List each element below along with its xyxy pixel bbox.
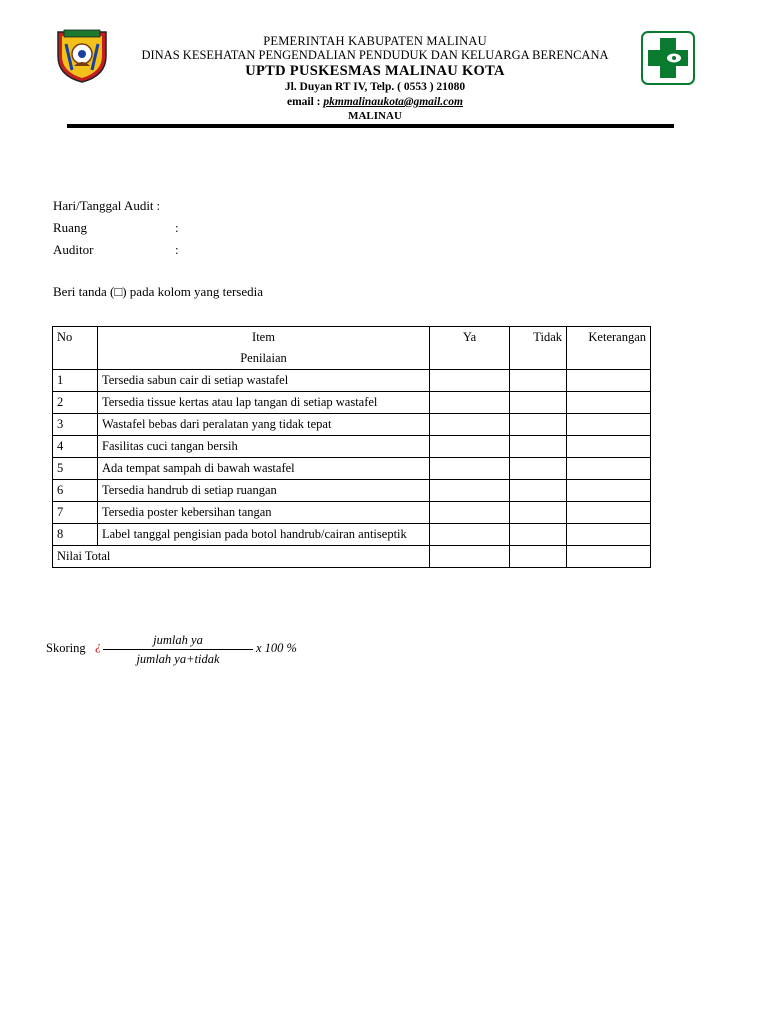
- header-item-line1: Item: [252, 330, 275, 344]
- ya-cell[interactable]: [430, 480, 510, 502]
- audit-date-field: [53, 197, 160, 219]
- header-keterangan: Keterangan: [567, 327, 651, 370]
- tidak-cell[interactable]: [510, 502, 567, 524]
- header-ya: Ya: [430, 327, 510, 370]
- row-no: 4: [53, 436, 98, 458]
- header-item-line2: Penilaian: [240, 351, 287, 365]
- table-row: [53, 502, 651, 524]
- row-no: 3: [53, 414, 98, 436]
- auditor-field: [53, 241, 179, 263]
- multiplier: x 100 %: [256, 641, 297, 655]
- row-no: 2: [53, 392, 98, 414]
- ya-cell[interactable]: [430, 502, 510, 524]
- tidak-cell[interactable]: [510, 414, 567, 436]
- fraction-numerator: jumlah ya: [153, 633, 203, 647]
- keterangan-cell[interactable]: [567, 392, 651, 414]
- tidak-cell[interactable]: [510, 436, 567, 458]
- row-item: Wastafel bebas dari peralatan yang tidak tepat: [98, 414, 430, 436]
- tidak-cell[interactable]: [510, 392, 567, 414]
- total-row: [53, 546, 651, 568]
- tidak-cell[interactable]: [510, 370, 567, 392]
- email-label: email :: [286, 96, 324, 108]
- tidak-cell[interactable]: [510, 524, 567, 546]
- ya-cell[interactable]: [430, 414, 510, 436]
- table-row: [53, 480, 651, 502]
- table-header-row: [53, 327, 651, 370]
- keterangan-cell[interactable]: [567, 458, 651, 480]
- table-row: [53, 524, 651, 546]
- puskesmas-logo: [640, 30, 696, 86]
- row-no: 8: [53, 524, 98, 546]
- tidak-cell[interactable]: [510, 458, 567, 480]
- city-name: MALINAU: [348, 110, 402, 122]
- fraction-denominator: jumlah ya+tidak: [136, 652, 220, 666]
- keterangan-cell[interactable]: [567, 436, 651, 458]
- audit-fields: [53, 197, 179, 263]
- header-item: [98, 327, 430, 370]
- auditor-colon: :: [175, 242, 179, 257]
- row-item: Tersedia poster kebersihan tangan: [98, 502, 430, 524]
- ya-cell[interactable]: [430, 436, 510, 458]
- ya-cell[interactable]: [430, 458, 510, 480]
- audit-date-label: Hari/Tanggal Audit: [53, 198, 154, 213]
- row-no: 5: [53, 458, 98, 480]
- total-keterangan-cell[interactable]: [567, 546, 651, 568]
- total-label: Nilai Total: [53, 546, 430, 568]
- ya-cell[interactable]: [430, 370, 510, 392]
- row-item: Tersedia handrub di setiap ruangan: [98, 480, 430, 502]
- row-item: Fasilitas cuci tangan bersih: [98, 436, 430, 458]
- row-no: 1: [53, 370, 98, 392]
- letterhead-divider: [67, 124, 674, 128]
- keterangan-cell[interactable]: [567, 414, 651, 436]
- table-row: [53, 370, 651, 392]
- email-line: [110, 95, 640, 110]
- scoring-label: Skoring: [46, 641, 86, 655]
- fraction-bar: [103, 649, 253, 650]
- table-row: [53, 392, 651, 414]
- tidak-cell[interactable]: [510, 480, 567, 502]
- keterangan-cell[interactable]: [567, 502, 651, 524]
- row-item: Tersedia tissue kertas atau lap tangan di setiap wastafel: [98, 392, 430, 414]
- room-label: Ruang: [53, 220, 87, 235]
- room-field: [53, 219, 179, 241]
- table-row: [53, 436, 651, 458]
- total-ya-cell[interactable]: [430, 546, 510, 568]
- table-row: [53, 458, 651, 480]
- row-item: Tersedia sabun cair di setiap wastafel: [98, 370, 430, 392]
- regency-crest-logo: [52, 26, 112, 84]
- institution-name: UPTD PUSKESMAS MALINAU KOTA: [245, 63, 505, 79]
- room-colon: :: [175, 220, 179, 235]
- header-no: No: [53, 327, 98, 370]
- keterangan-cell[interactable]: [567, 480, 651, 502]
- keterangan-cell[interactable]: [567, 524, 651, 546]
- audit-checklist-table: [52, 326, 651, 568]
- row-no: 7: [53, 502, 98, 524]
- address-line: Jl. Duyan RT IV, Telp. ( 0553 ) 21080: [284, 81, 466, 93]
- auditor-label: Auditor: [53, 242, 94, 257]
- equals-symbol: ¿: [95, 639, 102, 653]
- fraction: [103, 633, 253, 667]
- government-name: PEMERINTAH KABUPATEN MALINAU: [263, 34, 487, 48]
- keterangan-cell[interactable]: [567, 370, 651, 392]
- table-row: [53, 414, 651, 436]
- row-item: Ada tempat sampah di bawah wastafel: [98, 458, 430, 480]
- header-tidak: Tidak: [510, 327, 567, 370]
- row-no: 6: [53, 480, 98, 502]
- ya-cell[interactable]: [430, 524, 510, 546]
- ya-cell[interactable]: [430, 392, 510, 414]
- instruction-text: Beri tanda (□) pada kolom yang tersedia: [53, 284, 263, 299]
- row-item: Label tanggal pengisian pada botol handrub/cairan antiseptik: [98, 524, 430, 546]
- letterhead: [110, 34, 640, 123]
- audit-date-colon: :: [156, 198, 161, 213]
- department-name: DINAS KESEHATAN PENGENDALIAN PENDUDUK DAN KELUARGA BERENCANA: [141, 48, 609, 62]
- total-tidak-cell[interactable]: [510, 546, 567, 568]
- email-address: pkmmalinaukota@gmail.com: [323, 96, 463, 108]
